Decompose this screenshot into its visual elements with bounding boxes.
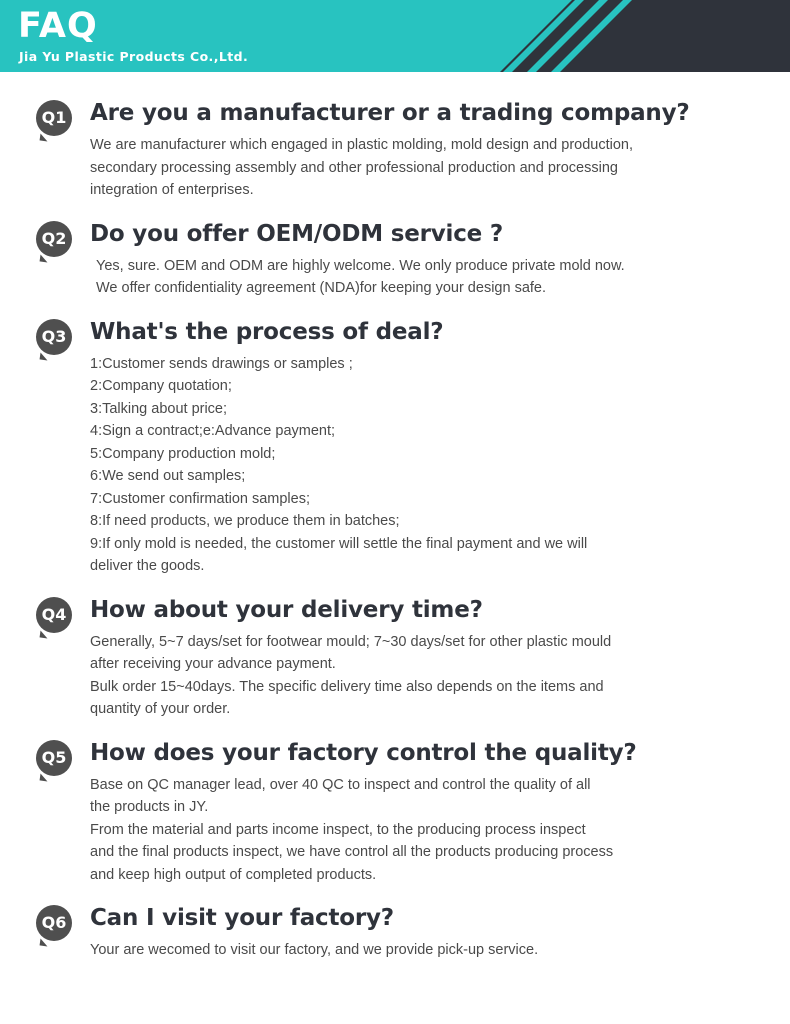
question-badge: Q2: [36, 221, 72, 257]
answer-line: 2:Company quotation;: [90, 378, 232, 394]
answer-line: We are manufacturer which engaged in plastic molding, mold design and production,: [90, 137, 633, 153]
faq-item: [0, 903, 790, 962]
answer-line: Your are wecomed to visit our factory, and we provide pick-up service.: [90, 942, 539, 958]
answer-line: after receiving your advance payment.: [90, 656, 336, 672]
answer-line: quantity of your order.: [90, 701, 231, 717]
answer-line: secondary processing assembly and other professional production and processing: [90, 159, 618, 176]
answer-line: and the final products inspect, we have control all the products producing process: [90, 844, 614, 860]
answer-text: [90, 353, 744, 578]
answer-text: [90, 255, 744, 300]
answer-text: [90, 939, 744, 962]
question-text: Can I visit your factory?: [90, 905, 394, 931]
answer-line: Bulk order 15~40days. The specific delivery time also depends on the items and: [90, 678, 604, 695]
faq-item: [0, 738, 790, 887]
question-text: Do you offer OEM/ODM service ?: [90, 220, 504, 247]
answer-line: Yes, sure. OEM and ODM are highly welcome. We only produce private mold now.: [96, 257, 625, 274]
question-text: How does your factory control the quality?: [90, 739, 637, 766]
answer-line: and keep high output of completed products.: [90, 866, 377, 883]
page-title: FAQ: [18, 6, 98, 46]
page-header: [0, 0, 790, 72]
faq-item: [0, 317, 790, 578]
answer-line: the products in JY.: [90, 799, 209, 815]
answer-line: 1:Customer sends drawings or samples ;: [90, 355, 353, 372]
answer-line: 6:We send out samples;: [90, 468, 246, 484]
question-badge: Q3: [36, 319, 72, 355]
faq-item: [0, 595, 790, 721]
answer-line: We offer confidentiality agreement (NDA)for keeping your design safe.: [96, 280, 547, 296]
answer-line: 8:If need products, we produce them in batches;: [90, 513, 400, 529]
answer-text: [90, 631, 744, 721]
answer-line: deliver the goods.: [90, 558, 205, 574]
answer-line: integration of enterprises.: [90, 182, 254, 198]
answer-line: From the material and parts income inspect, to the producing process inspect: [90, 821, 586, 838]
question-badge: Q4: [36, 597, 72, 633]
faq-list: [0, 72, 790, 962]
faq-item: [0, 98, 790, 202]
question-badge: Q1: [36, 100, 72, 136]
answer-text: [90, 134, 744, 202]
question-text: How about your delivery time?: [90, 596, 483, 623]
question-badge: Q6: [36, 905, 72, 941]
question-text: Are you a manufacturer or a trading company?: [90, 100, 690, 126]
answer-line: Generally, 5~7 days/set for footwear mould; 7~30 days/set for other plastic mould: [90, 633, 612, 650]
answer-text: [90, 774, 744, 887]
answer-line: 9:If only mold is needed, the customer will settle the final payment and we will: [90, 535, 588, 552]
company-name: Jia Yu Plastic Products Co.,Ltd.: [19, 49, 249, 64]
answer-line: 3:Talking about price;: [90, 400, 228, 417]
question-text: What's the process of deal?: [90, 318, 444, 345]
answer-line: 4:Sign a contract;e:Advance payment;: [90, 423, 336, 439]
question-badge: Q5: [36, 740, 72, 776]
faq-item: [0, 219, 790, 300]
answer-line: 5:Company production mold;: [90, 445, 276, 462]
answer-line: Base on QC manager lead, over 40 QC to inspect and control the quality of all: [90, 776, 591, 793]
answer-line: 7:Customer confirmation samples;: [90, 490, 310, 507]
